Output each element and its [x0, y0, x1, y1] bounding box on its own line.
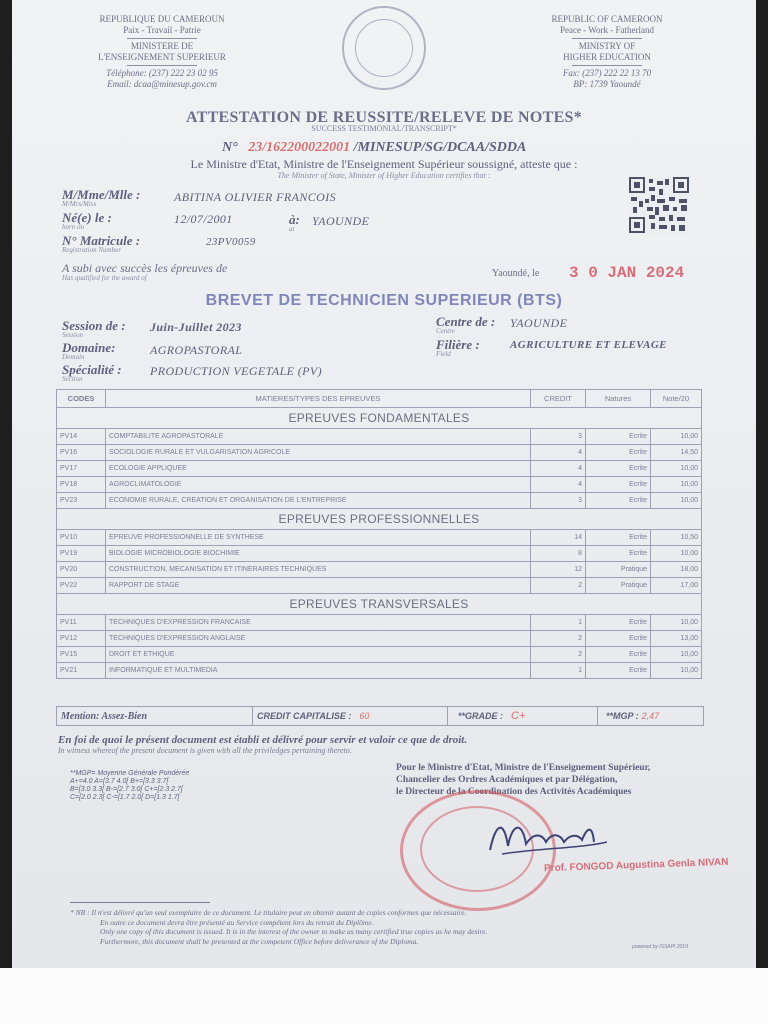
subject-grade: 10,00: [651, 477, 702, 493]
header-subjects: MATIERES/TYPES DES EPREUVES: [106, 390, 531, 408]
passed-sublabel: Has qualified for the award of: [62, 274, 147, 282]
born-label-block: [62, 210, 112, 231]
footnote-line: Furthermore, this document shall be presented at the competent Office before deliverance of the Diploma.: [100, 936, 419, 946]
subject-grade: 18,00: [651, 562, 702, 578]
subject-credit: 12: [531, 562, 586, 578]
table-row: [57, 631, 702, 647]
subject-code: PV22: [57, 578, 106, 594]
matricule-number: 23PV0059: [206, 236, 256, 248]
specialite-sublabel: Section: [62, 375, 83, 383]
specialite-label: Spécialité :: [62, 362, 122, 377]
header-right: [517, 14, 697, 90]
subject-grade: 14,50: [651, 445, 702, 461]
subject-credit: 2: [531, 631, 586, 647]
name-sublabel: M/Mrs/Miss: [62, 200, 97, 208]
subject-code: PV21: [57, 663, 106, 679]
subject-name: ECOLOGIE APPLIQUEE: [106, 461, 531, 477]
phone-text: Téléphone: (237) 222 23 02 95: [106, 68, 218, 78]
subject-code: PV16: [57, 445, 106, 461]
subject-nature: Pratique: [586, 562, 651, 578]
signatory-name: Prof. FONGOD Augustina Genla NIVAN: [543, 856, 729, 875]
table-row: [57, 429, 702, 445]
centre-label: Centre de :: [436, 314, 496, 329]
table-row: [57, 493, 702, 509]
signatory-block: [396, 762, 650, 798]
passed-text: A subi avec succès les épreuves de: [62, 261, 228, 275]
grades-table: [56, 389, 702, 679]
mgp-legend-line: B=[3.0 3.3[ B-=[2.7 3.0[ C+=[2.3 2.7[: [70, 786, 183, 793]
mgp-legend: [70, 770, 189, 802]
born-label: Né(e) le :: [62, 210, 112, 225]
subject-name: TECHNIQUES D'EXPRESSION FRANCAISE: [106, 615, 531, 631]
mgp-label: **MGP :: [606, 711, 639, 721]
grades-body: [57, 408, 702, 679]
at-sublabel: at: [289, 225, 295, 233]
subject-grade: 10,00: [651, 429, 702, 445]
grade-value: C+: [511, 710, 526, 722]
centre-value: YAOUNDE: [510, 316, 568, 330]
powered-by: powered by ISSAPI 2019: [632, 944, 688, 950]
subject-grade: 10,00: [651, 647, 702, 663]
filiere-value: AGRICULTURE ET ELEVAGE: [510, 339, 667, 351]
certificate-sheet: [12, 0, 756, 968]
name-label: M/Mme/Mlle :: [62, 187, 141, 202]
subject-nature: Ecrite: [586, 493, 651, 509]
subject-nature: Ecrite: [586, 530, 651, 546]
table-row: [57, 663, 702, 679]
handwritten-signature-icon: [482, 812, 612, 862]
subject-credit: 3: [531, 493, 586, 509]
subject-name: AGROCLIMATOLOGIE: [106, 477, 531, 493]
subject-code: PV19: [57, 546, 106, 562]
section-title: EPREUVES TRANSVERSALES: [57, 594, 702, 615]
table-row: [57, 461, 702, 477]
subject-code: PV12: [57, 631, 106, 647]
subject-code: PV14: [57, 429, 106, 445]
section-title: EPREUVES FONDAMENTALES: [57, 408, 702, 429]
header-divider: [127, 38, 197, 39]
signatory-line: Chancelier des Ordres Académiques et par Délégation,: [396, 775, 618, 785]
filiere-sublabel: Field: [436, 350, 451, 358]
republic-en: REPUBLIC OF CAMEROON: [551, 14, 663, 24]
subject-nature: Ecrite: [586, 477, 651, 493]
subject-nature: Ecrite: [586, 663, 651, 679]
subject-credit: 4: [531, 445, 586, 461]
table-row: [57, 578, 702, 594]
session-label-block: [62, 318, 126, 339]
subject-nature: Ecrite: [586, 631, 651, 647]
credit-label: CREDIT CAPITALISE :: [257, 711, 352, 721]
mgp-legend-line: **MGP= Moyenne Générale Pondérée: [70, 770, 190, 777]
subject-credit: 2: [531, 578, 586, 594]
table-row: [57, 530, 702, 546]
mgp-legend-line: C=[2.0 2.3[ C-=[1.7 2.0[ D=[1.3 1.7[: [70, 794, 180, 801]
centre-label-block: [436, 314, 495, 335]
header-divider: [127, 65, 197, 66]
subject-name: TECHNIQUES D'EXPRESSION ANGLAISE: [106, 631, 531, 647]
table-row: [57, 445, 702, 461]
subject-nature: Ecrite: [586, 429, 651, 445]
subject-code: PV11: [57, 615, 106, 631]
date-stamp: 3 0 JAN 2024: [569, 264, 685, 282]
footnote-line: En outre ce document devra être présenté au Service compétent lors du retrait du Diplôme.: [100, 917, 374, 927]
minesup-logo: [342, 6, 426, 90]
subject-grade: 10,00: [651, 493, 702, 509]
minister-statement-en: The Minister of State, Minister of Higher Education certifies that :: [277, 171, 491, 180]
footnote-divider: [70, 902, 210, 903]
passed-block: [62, 261, 227, 282]
date-place: Yaoundé, le: [492, 268, 540, 279]
subject-credit: 1: [531, 615, 586, 631]
section-header-row: [57, 594, 702, 615]
bp-text: BP: 1739 Yaoundé: [573, 79, 641, 89]
domaine-label-block: [62, 340, 115, 361]
subject-credit: 3: [531, 429, 586, 445]
republic-fr: REPUBLIQUE DU CAMEROUN: [99, 14, 225, 24]
logo-label: [355, 19, 413, 77]
subject-grade: 10,50: [651, 530, 702, 546]
table-row: [57, 647, 702, 663]
mgp-cell: [598, 707, 659, 725]
mgp-legend-line: A+=4.0 A=[3.7 4.0[ B+=[3.3 3.7[: [70, 778, 169, 785]
subject-name: RAPPORT DE STAGE: [106, 578, 531, 594]
subject-name: EPREUVE PROFESSIONNELLE DE SYNTHESE: [106, 530, 531, 546]
subject-code: PV17: [57, 461, 106, 477]
header-nature: Natures: [586, 390, 651, 408]
subject-grade: 10,00: [651, 546, 702, 562]
name-label-block: [62, 187, 140, 208]
subject-nature: Ecrite: [586, 445, 651, 461]
document-title: ATTESTATION DE REUSSITE/RELEVE DE NOTES*: [185, 109, 583, 126]
header-divider: [572, 38, 642, 39]
subject-code: PV18: [57, 477, 106, 493]
header-credit: CREDIT: [531, 390, 586, 408]
signatory-line: Pour le Ministre d'Etat, Ministre de l'Enseignement Supérieur,: [396, 763, 651, 773]
table-row: [57, 477, 702, 493]
subject-code: PV20: [57, 562, 106, 578]
qr-code-icon: [629, 177, 689, 233]
subject-name: BIOLOGIE MICROBIOLOGIE BIOCHIMIE: [106, 546, 531, 562]
subject-name: CONSTRUCTION, MECANISATION ET ITINERAIRES TECHNIQUES: [106, 562, 531, 578]
minister-statement-fr: Le Ministre d'Etat, Ministre de l'Enseignement Supérieur soussigné, atteste que :: [190, 157, 578, 171]
fax-text: Fax: (237) 222 22 13 70: [562, 68, 652, 78]
subject-name: ECONOMIE RURALE, CREATION ET ORGANISATION DE L'ENTREPRISE: [106, 493, 531, 509]
mention: Mention: Assez-Bien: [57, 707, 253, 725]
faith-statement-fr: En foi de quoi le présent document est établi et délivré pour servir et valoir ce que de droit.: [58, 734, 468, 746]
session-label: Session de :: [62, 318, 126, 333]
subject-credit: 1: [531, 663, 586, 679]
ministry-fr-1: MINISTERE DE: [130, 41, 194, 51]
signatory-line: le Directeur de la Coordination des Activités Académiques: [396, 787, 632, 797]
subject-nature: Ecrite: [586, 461, 651, 477]
at-label-block: [289, 212, 300, 233]
table-row: [57, 546, 702, 562]
ministry-en-1: MINISTRY OF: [578, 41, 636, 51]
number-red: 23/162200022001: [248, 140, 351, 155]
email-text: Email: dcaa@minesup.gov.cm: [107, 79, 217, 89]
domaine-value: AGROPASTORAL: [150, 343, 243, 357]
document-subtitle: SUCCESS TESTIMONIAL/TRANSCRIPT*: [311, 124, 457, 133]
filiere-label-block: [436, 337, 480, 358]
motto-en: Peace - Work - Fatherland: [559, 25, 655, 35]
subject-name: DROIT ET ETHIQUE: [106, 647, 531, 663]
header-left: [72, 14, 252, 90]
matricule-label-block: [62, 233, 140, 254]
domaine-sublabel: Domain: [62, 353, 85, 361]
background-area: [0, 968, 768, 1024]
birth-date: 12/07/2001: [174, 212, 233, 226]
subject-nature: Ecrite: [586, 647, 651, 663]
subject-nature: Ecrite: [586, 546, 651, 562]
credit-value: 60: [359, 711, 370, 721]
subject-name: INFORMATIQUE ET MULTIMEDIA: [106, 663, 531, 679]
subject-name: COMPTABILITE AGROPASTORALE: [106, 429, 531, 445]
document-number: [222, 140, 526, 156]
mgp-value: 2,47: [641, 711, 660, 721]
filiere-label: Filière :: [436, 337, 480, 352]
header-divider: [572, 65, 642, 66]
section-title: EPREUVES PROFESSIONNELLES: [57, 509, 702, 530]
grade-cell: [448, 707, 598, 725]
section-header-row: [57, 408, 702, 429]
ministry-fr-2: L'ENSEIGNEMENT SUPERIEUR: [98, 52, 226, 62]
birth-place: YAOUNDE: [312, 214, 370, 228]
subject-grade: 10,00: [651, 461, 702, 477]
table-row: [57, 562, 702, 578]
subject-credit: 8: [531, 546, 586, 562]
subject-name: SOCIOLOGIE RURALE ET VULGARISATION AGRICOLE: [106, 445, 531, 461]
subject-credit: 4: [531, 477, 586, 493]
summary-row: [56, 706, 704, 726]
footnote-line: * NB : Il n'est délivré qu'un seul exemplaire de ce document. Le titulaire peut en obtenir autant de copies conformes que nécessaire.: [70, 908, 467, 917]
domaine-label: Domaine:: [62, 340, 116, 355]
subject-grade: 13,00: [651, 631, 702, 647]
subject-nature: Ecrite: [586, 615, 651, 631]
number-prefix: N°: [222, 140, 238, 155]
subject-code: PV10: [57, 530, 106, 546]
subject-credit: 2: [531, 647, 586, 663]
diploma-title: BREVET DE TECHNICIEN SUPERIEUR (BTS): [205, 292, 563, 309]
subject-credit: 14: [531, 530, 586, 546]
subject-code: PV23: [57, 493, 106, 509]
session-sublabel: Session: [62, 331, 83, 339]
subject-code: PV15: [57, 647, 106, 663]
centre-sublabel: Centre: [436, 327, 455, 335]
footnote-block: [70, 908, 487, 946]
footnote-line: Only one copy of this document is issued. It is in the interest of the owner to make as many certified true copies as he may desire.: [100, 927, 488, 936]
subject-grade: 10,00: [651, 615, 702, 631]
at-label: à:: [289, 212, 300, 227]
subject-credit: 4: [531, 461, 586, 477]
faith-statement-en: In witness whereof the present document is given with all the priviledges pertaining thereto.: [58, 746, 352, 755]
session-value: Juin-Juillet 2023: [150, 320, 242, 334]
subject-grade: 10,00: [651, 663, 702, 679]
specialite-label-block: [62, 362, 122, 383]
section-header-row: [57, 509, 702, 530]
motto-fr: Paix - Travail - Patrie: [123, 25, 201, 35]
subject-nature: Pratique: [586, 578, 651, 594]
grade-label: **GRADE :: [458, 711, 504, 721]
credit-cell: [253, 707, 448, 725]
matricule-sublabel: Registration Number: [62, 246, 121, 254]
specialite-value: PRODUCTION VEGETALE (PV): [150, 364, 323, 378]
table-row: [57, 615, 702, 631]
matricule-label: N° Matricule :: [62, 233, 141, 248]
header-codes: CODES: [57, 390, 106, 408]
number-suffix: /MINESUP/SG/DCAA/SDDA: [353, 140, 527, 155]
born-sublabel: born on: [62, 223, 84, 231]
subject-grade: 17,00: [651, 578, 702, 594]
ministry-en-2: HIGHER EDUCATION: [563, 52, 651, 62]
header-grade: Note/20: [651, 390, 702, 408]
student-name: ABITINA OLIVIER FRANCOIS: [174, 190, 337, 204]
table-header-row: [57, 390, 702, 408]
